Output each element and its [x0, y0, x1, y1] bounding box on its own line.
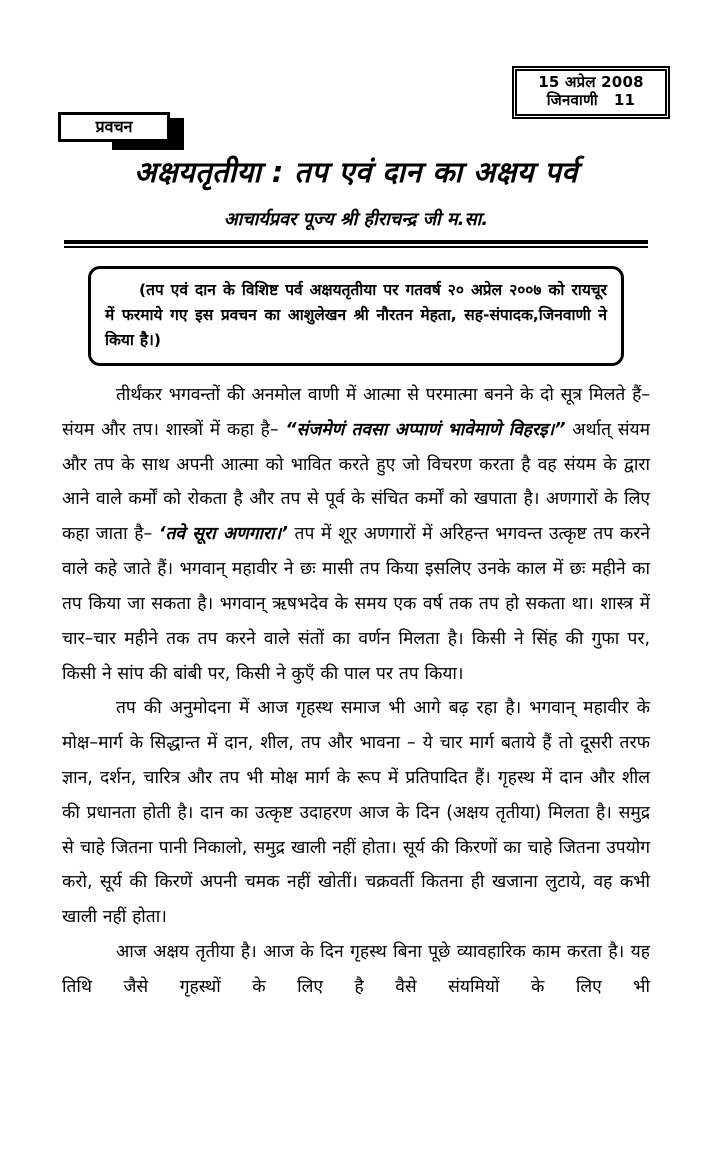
- body-paragraph-2: तप की अनुमोदना में आज गृहस्थ समाज भी आगे बढ़ रहा है। भगवान् महावीर के मोक्ष–मार्ग के सिद्धान्त में दान, शील, तप और भावना – ये चार मार्ग बताये हैं तो दूसरी तरफ ज्ञान, दर्शन, चारित्र और तप भी मोक्ष मार्ग के रूप में प्रतिपादित हैं। गृहस्थ में दान और शील की प्रधानता होती है। दान का उत्कृष्ट उदाहरण आज के दिन (अक्षय तृतीया) मिलता है। समुद्र से चाहे जितना पानी निकालो, समुद्र खाली नहीं होता। सूर्य की किरणों का चाहे जितना उपयोग करो, सूर्य की किरणें अपनी चमक नहीं खोतीं। चक्रवर्ती कितना ही खजाना लुटाये, वह कभी खाली नहीं होता।: [62, 698, 650, 928]
- title-divider-rule: [64, 240, 648, 248]
- scripture-quote-2: ‘तवे सूरा अणगारा।’: [158, 524, 288, 545]
- issue-date: 15 अप्रेल 2008: [538, 73, 644, 91]
- editorial-note-box: [88, 266, 624, 366]
- article-title: अक्षयतृतीया : तप एवं दान का अक्षय पर्व: [134, 155, 578, 189]
- article-body: [62, 378, 650, 1005]
- editorial-note-text: (तप एवं दान के विशिष्ट पर्व अक्षयतृतीया पर गतवर्ष २० अप्रेल २००७ को रायचूर में फरमाये गए इस प्रवचन का आशुलेखन श्री नौरतन मेहता, सह-संपादक,जिनवाणी ने किया है।): [105, 281, 607, 350]
- body-paragraph-3: आज अक्षय तृतीया है। आज के दिन गृहस्थ बिना पूछे व्यावहारिक काम करता है। यह तिथि जैसे गृहस्थों के लिए है वैसे संयमियों के लिए भी: [62, 942, 650, 997]
- section-tab-label: प्रवचन: [95, 117, 133, 136]
- section-tab: [58, 112, 184, 150]
- body-paragraph-1: [62, 378, 650, 691]
- page-number: 11: [613, 90, 636, 109]
- scripture-quote-1: “संजमेणं तवसा अप्पाणं भावेमाणे विहरइ।”: [285, 419, 566, 440]
- paragraph-1-part-3: तप में शूर अणगारों में अरिहन्त भगवन्त उत्कृष्ट तप करने वाले कहे जाते हैं। भगवान् महावीर ने छः मासी तप किया इसलिए उनके काल में छः महीने का तप किया जा सकता है। भगवान् ऋषभदेव के समय एक वर्ष तक तप हो सकता था। शास्त्र में चार–चार महीने तक तप करने वाले संतों का वर्णन मिलता है। किसी ने सिंह की गुफा पर, किसी ने सांप की बांबी पर, किसी ने कुएँ की पाल पर तप किया।: [62, 524, 650, 684]
- article-byline: आचार्यप्रवर पूज्य श्री हीराचन्द्र जी म.सा.: [223, 209, 489, 230]
- paragraph-1-part-1: तीर्थंकर भगवन्तों की अनमोल वाणी में आत्मा से परमात्मा बनने के दो सूत्र मिलते हैं– संयम और तप। शास्त्रों में कहा है–: [62, 385, 650, 440]
- issue-header-inner: [515, 69, 667, 116]
- magazine-name: जिनवाणी: [546, 90, 598, 109]
- paragraph-1-part-2: अर्थात् संयम और तप के साथ अपनी आत्मा को भावित करते हुए जो विचरण करता है वह संयम के द्वारा आने वाले कर्मों को रोकता है और तप से पूर्व के संचित कर्मों को खपाता है। अणगारों के लिए कहा जाता है–: [62, 419, 650, 545]
- magazine-name-and-page: [525, 92, 657, 110]
- divider-thin-line: [64, 246, 648, 248]
- issue-header-box: [512, 66, 670, 119]
